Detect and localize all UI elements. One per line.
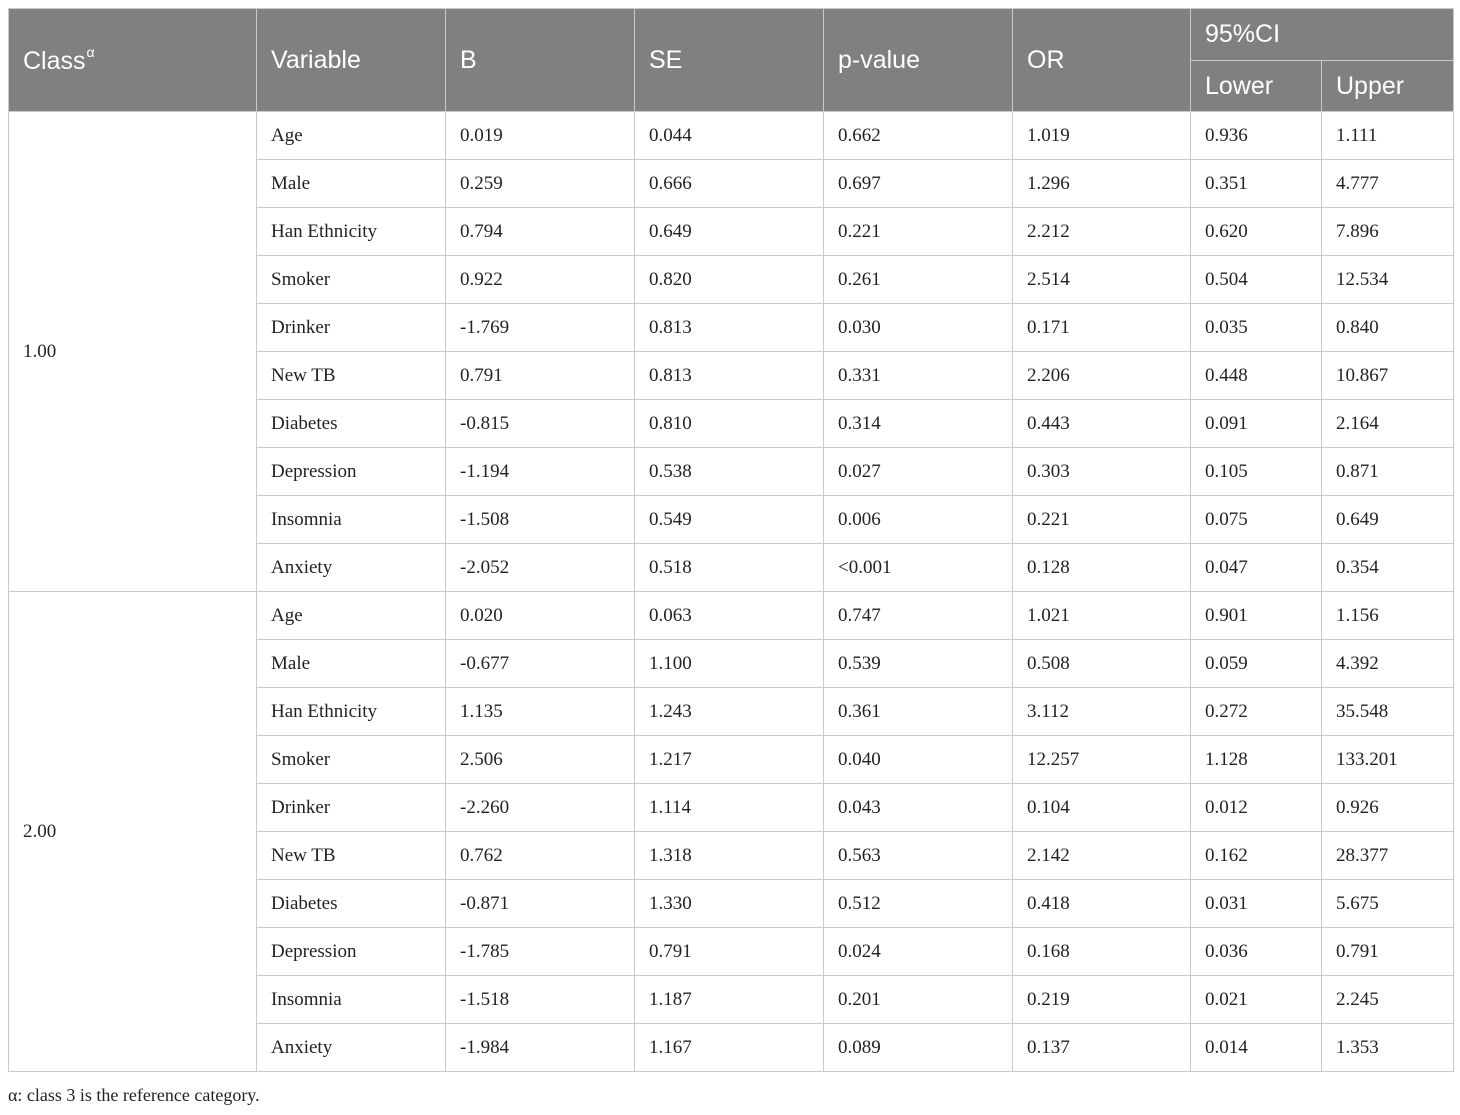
ci-upper-cell: 4.777: [1322, 160, 1454, 208]
ci-upper-cell: 5.675: [1322, 880, 1454, 928]
b-cell: 0.922: [446, 256, 635, 304]
p-value-cell: <0.001: [824, 544, 1013, 592]
se-cell: 0.666: [635, 160, 824, 208]
regression-table: [8, 8, 1454, 1072]
ci-lower-cell: 0.021: [1191, 976, 1322, 1024]
p-value-cell: 0.221: [824, 208, 1013, 256]
ci-upper-cell: 0.354: [1322, 544, 1454, 592]
or-cell: 12.257: [1013, 736, 1191, 784]
ci-upper-cell: 1.111: [1322, 112, 1454, 160]
header-95ci: 95%CI: [1191, 9, 1454, 61]
b-cell: 2.506: [446, 736, 635, 784]
or-cell: 0.137: [1013, 1024, 1191, 1072]
ci-lower-cell: 0.620: [1191, 208, 1322, 256]
or-cell: 0.171: [1013, 304, 1191, 352]
variable-cell: Anxiety: [257, 1024, 446, 1072]
p-value-cell: 0.539: [824, 640, 1013, 688]
ci-upper-cell: 2.245: [1322, 976, 1454, 1024]
p-value-cell: 0.006: [824, 496, 1013, 544]
ci-lower-cell: 0.448: [1191, 352, 1322, 400]
or-cell: 0.418: [1013, 880, 1191, 928]
header-p-value: p-value: [824, 9, 1013, 112]
se-cell: 0.791: [635, 928, 824, 976]
b-cell: -0.815: [446, 400, 635, 448]
b-cell: 0.259: [446, 160, 635, 208]
ci-upper-cell: 2.164: [1322, 400, 1454, 448]
header-b: B: [446, 9, 635, 112]
variable-cell: Anxiety: [257, 544, 446, 592]
ci-lower-cell: 0.012: [1191, 784, 1322, 832]
or-cell: 0.303: [1013, 448, 1191, 496]
b-cell: -0.677: [446, 640, 635, 688]
or-cell: 0.443: [1013, 400, 1191, 448]
ci-upper-cell: 12.534: [1322, 256, 1454, 304]
ci-upper-cell: 10.867: [1322, 352, 1454, 400]
header-or: OR: [1013, 9, 1191, 112]
ci-upper-cell: 0.926: [1322, 784, 1454, 832]
or-cell: 0.128: [1013, 544, 1191, 592]
b-cell: -0.871: [446, 880, 635, 928]
se-cell: 0.063: [635, 592, 824, 640]
se-cell: 1.330: [635, 880, 824, 928]
ci-lower-cell: 0.272: [1191, 688, 1322, 736]
se-cell: 0.518: [635, 544, 824, 592]
header-lower: Lower: [1191, 61, 1322, 112]
variable-cell: Age: [257, 112, 446, 160]
b-cell: 0.791: [446, 352, 635, 400]
se-cell: 0.649: [635, 208, 824, 256]
b-cell: -1.769: [446, 304, 635, 352]
se-cell: 1.100: [635, 640, 824, 688]
table-row: [9, 112, 1454, 160]
ci-lower-cell: 0.351: [1191, 160, 1322, 208]
p-value-cell: 0.331: [824, 352, 1013, 400]
se-cell: 1.187: [635, 976, 824, 1024]
b-cell: 0.020: [446, 592, 635, 640]
b-cell: 0.794: [446, 208, 635, 256]
se-cell: 0.810: [635, 400, 824, 448]
p-value-cell: 0.024: [824, 928, 1013, 976]
ci-lower-cell: 1.128: [1191, 736, 1322, 784]
or-cell: 2.142: [1013, 832, 1191, 880]
variable-cell: New TB: [257, 832, 446, 880]
class-cell: 2.00: [9, 592, 257, 1072]
ci-upper-cell: 133.201: [1322, 736, 1454, 784]
or-cell: 1.019: [1013, 112, 1191, 160]
header-class-superscript: α: [86, 44, 95, 60]
b-cell: -1.194: [446, 448, 635, 496]
or-cell: 1.021: [1013, 592, 1191, 640]
variable-cell: Depression: [257, 928, 446, 976]
ci-lower-cell: 0.936: [1191, 112, 1322, 160]
or-cell: 0.219: [1013, 976, 1191, 1024]
header-class-label: Class: [23, 47, 86, 75]
p-value-cell: 0.314: [824, 400, 1013, 448]
variable-cell: Smoker: [257, 256, 446, 304]
b-cell: 0.019: [446, 112, 635, 160]
ci-lower-cell: 0.036: [1191, 928, 1322, 976]
or-cell: 0.221: [1013, 496, 1191, 544]
b-cell: -1.785: [446, 928, 635, 976]
se-cell: 0.538: [635, 448, 824, 496]
b-cell: -1.508: [446, 496, 635, 544]
ci-upper-cell: 4.392: [1322, 640, 1454, 688]
variable-cell: Drinker: [257, 304, 446, 352]
variable-cell: Male: [257, 640, 446, 688]
b-cell: -2.052: [446, 544, 635, 592]
variable-cell: Age: [257, 592, 446, 640]
or-cell: 3.112: [1013, 688, 1191, 736]
se-cell: 0.813: [635, 352, 824, 400]
se-cell: 0.549: [635, 496, 824, 544]
ci-lower-cell: 0.504: [1191, 256, 1322, 304]
ci-upper-cell: 0.649: [1322, 496, 1454, 544]
ci-upper-cell: 1.353: [1322, 1024, 1454, 1072]
se-cell: 0.820: [635, 256, 824, 304]
ci-lower-cell: 0.035: [1191, 304, 1322, 352]
ci-lower-cell: 0.014: [1191, 1024, 1322, 1072]
or-cell: 2.212: [1013, 208, 1191, 256]
se-cell: 1.318: [635, 832, 824, 880]
variable-cell: Drinker: [257, 784, 446, 832]
p-value-cell: 0.662: [824, 112, 1013, 160]
p-value-cell: 0.201: [824, 976, 1013, 1024]
ci-upper-cell: 28.377: [1322, 832, 1454, 880]
p-value-cell: 0.512: [824, 880, 1013, 928]
regression-table-container: [8, 8, 1453, 1072]
ci-upper-cell: 35.548: [1322, 688, 1454, 736]
header-se: SE: [635, 9, 824, 112]
or-cell: 0.104: [1013, 784, 1191, 832]
ci-lower-cell: 0.075: [1191, 496, 1322, 544]
se-cell: 0.044: [635, 112, 824, 160]
p-value-cell: 0.361: [824, 688, 1013, 736]
variable-cell: Depression: [257, 448, 446, 496]
ci-lower-cell: 0.091: [1191, 400, 1322, 448]
b-cell: 1.135: [446, 688, 635, 736]
variable-cell: Diabetes: [257, 880, 446, 928]
se-cell: 1.217: [635, 736, 824, 784]
variable-cell: Smoker: [257, 736, 446, 784]
p-value-cell: 0.747: [824, 592, 1013, 640]
ci-upper-cell: 0.791: [1322, 928, 1454, 976]
se-cell: 0.813: [635, 304, 824, 352]
or-cell: 1.296: [1013, 160, 1191, 208]
se-cell: 1.167: [635, 1024, 824, 1072]
variable-cell: New TB: [257, 352, 446, 400]
variable-cell: Han Ethnicity: [257, 688, 446, 736]
se-cell: 1.243: [635, 688, 824, 736]
table-row: [9, 592, 1454, 640]
or-cell: 2.514: [1013, 256, 1191, 304]
p-value-cell: 0.697: [824, 160, 1013, 208]
p-value-cell: 0.261: [824, 256, 1013, 304]
class-cell: 1.00: [9, 112, 257, 592]
ci-upper-cell: 0.840: [1322, 304, 1454, 352]
variable-cell: Insomnia: [257, 976, 446, 1024]
header-upper: Upper: [1322, 61, 1454, 112]
ci-lower-cell: 0.105: [1191, 448, 1322, 496]
p-value-cell: 0.563: [824, 832, 1013, 880]
header-variable: Variable: [257, 9, 446, 112]
ci-upper-cell: 0.871: [1322, 448, 1454, 496]
or-cell: 2.206: [1013, 352, 1191, 400]
p-value-cell: 0.040: [824, 736, 1013, 784]
header-class: [9, 9, 257, 112]
variable-cell: Han Ethnicity: [257, 208, 446, 256]
se-cell: 1.114: [635, 784, 824, 832]
table-header: [9, 9, 1454, 112]
b-cell: -2.260: [446, 784, 635, 832]
ci-lower-cell: 0.031: [1191, 880, 1322, 928]
or-cell: 0.168: [1013, 928, 1191, 976]
ci-lower-cell: 0.162: [1191, 832, 1322, 880]
variable-cell: Diabetes: [257, 400, 446, 448]
ci-upper-cell: 1.156: [1322, 592, 1454, 640]
ci-lower-cell: 0.059: [1191, 640, 1322, 688]
b-cell: -1.984: [446, 1024, 635, 1072]
p-value-cell: 0.043: [824, 784, 1013, 832]
table-footnote: α: class 3 is the reference category.: [8, 1085, 260, 1105]
ci-upper-cell: 7.896: [1322, 208, 1454, 256]
p-value-cell: 0.089: [824, 1024, 1013, 1072]
variable-cell: Insomnia: [257, 496, 446, 544]
b-cell: 0.762: [446, 832, 635, 880]
p-value-cell: 0.027: [824, 448, 1013, 496]
ci-lower-cell: 0.047: [1191, 544, 1322, 592]
table-body: [9, 112, 1454, 1072]
or-cell: 0.508: [1013, 640, 1191, 688]
ci-lower-cell: 0.901: [1191, 592, 1322, 640]
p-value-cell: 0.030: [824, 304, 1013, 352]
b-cell: -1.518: [446, 976, 635, 1024]
variable-cell: Male: [257, 160, 446, 208]
